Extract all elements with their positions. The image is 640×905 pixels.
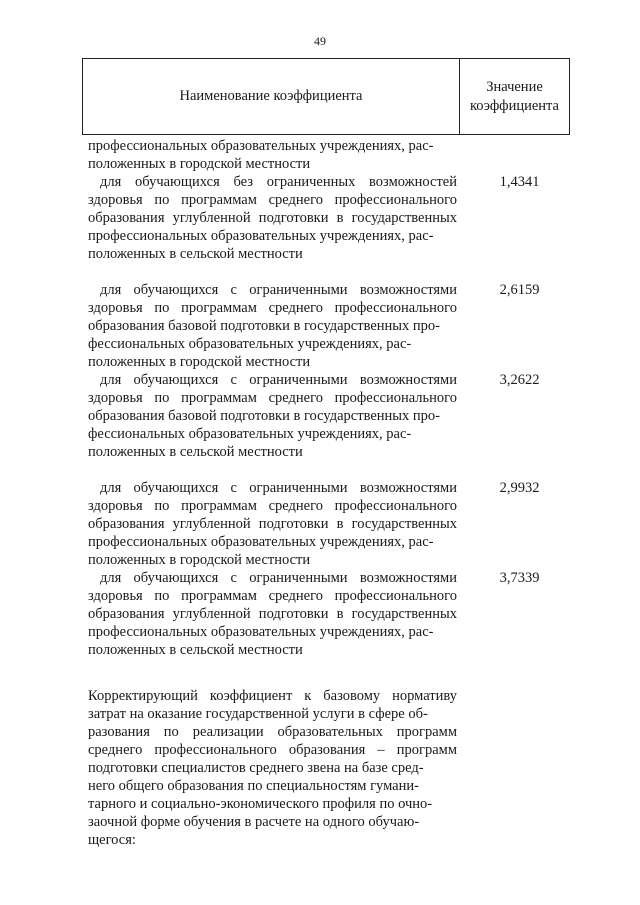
coefficient-value: 2,6159 xyxy=(499,282,540,298)
coefficient-name: для обучающихся с ограниченными возможностями здоровья по программам среднего профессионального образования углубленной подготовки в государственных профессиональных образовательных учреждениях, рас- положенных в сельской местности xyxy=(88,570,457,658)
coefficient-value: 2,9932 xyxy=(499,480,540,496)
table-row xyxy=(88,371,576,461)
row-spacer xyxy=(88,461,576,479)
table-header xyxy=(82,58,570,135)
coefficient-name: для обучающихся с ограниченными возможностями здоровья по программам среднего профессионального образования углубленной подготовки в государственных профессиональных образовательных учреждениях, рас- положенных в городской местности xyxy=(88,480,457,568)
page-number: 49 xyxy=(314,34,326,48)
coefficient-name: для обучающихся без ограниченных возможностей здоровья по программам среднего профессионального образования углубленной подготовки в государственных профессиональных образовательных учреждениях, рас- положенных в сельской местности xyxy=(88,174,457,262)
table-row xyxy=(88,569,576,659)
coefficient-value: 3,2622 xyxy=(499,372,540,388)
row-spacer xyxy=(88,263,576,281)
coefficient-value: 1,4341 xyxy=(499,174,540,190)
table-row xyxy=(88,137,576,173)
coefficient-value xyxy=(457,137,576,173)
coefficient-section-heading: Корректирующий коэффициент к базовому нормативу затрат на оказание государственной услуги в сфере об- разования по реализации образовательных программ среднего профессионального образования – программ подготовки специалистов среднего звена на базе сред- него общего образования по специальностям гумани- тарного и социально-экономического профиля по очно- заочной форме обучения в расчете на одного обучаю- щегося: xyxy=(88,688,457,848)
column-header-coefficient-value: Значение коэффициента xyxy=(469,78,559,114)
coefficient-name: профессиональных образовательных учреждениях, рас- положенных в городской местности xyxy=(88,138,434,172)
table-body xyxy=(88,137,576,849)
table-row xyxy=(88,281,576,371)
column-header-coefficient-name: Наименование коэффициента xyxy=(83,59,460,134)
coefficient-name: для обучающихся с ограниченными возможностями здоровья по программам среднего профессионального образования базовой подготовки в государственных про- фессиональных образовательных учреждениях, рас- положенных в городской местности xyxy=(88,282,457,370)
coefficient-value: 3,7339 xyxy=(499,570,540,586)
table-row xyxy=(88,173,576,263)
table-row xyxy=(88,479,576,569)
coefficient-name: для обучающихся с ограниченными возможностями здоровья по программам среднего профессионального образования базовой подготовки в государственных про- фессиональных образовательных учреждениях, рас- положенных в сельской местности xyxy=(88,372,457,460)
